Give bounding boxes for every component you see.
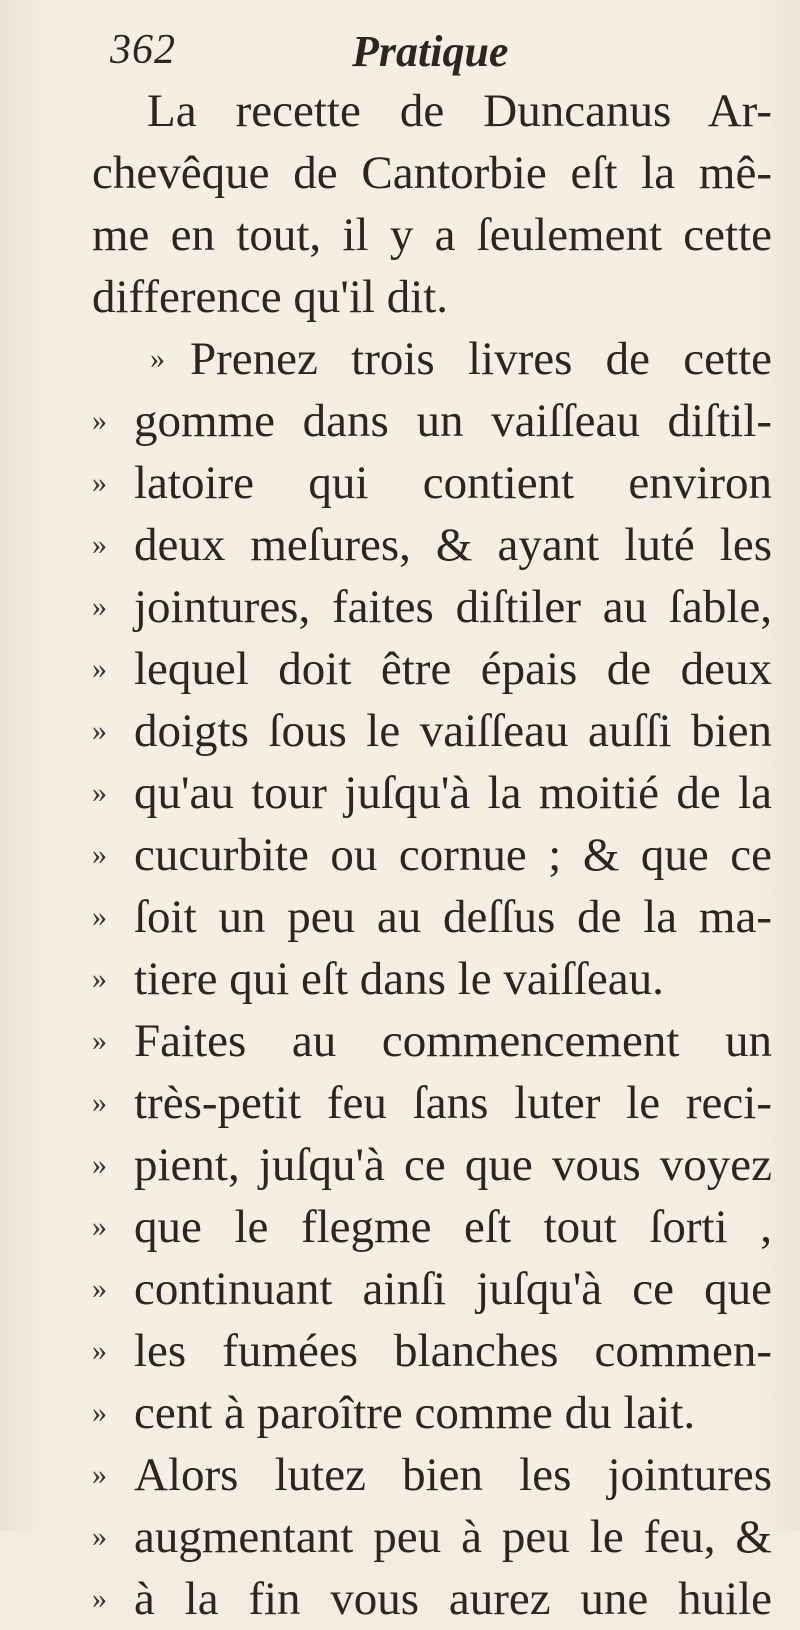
page-number: 362 <box>110 27 176 73</box>
quote-mark: » <box>92 776 107 809</box>
text-line: » à la fin vous aurez une huile <box>92 1568 772 1630</box>
text-line: La recette de Duncanus Ar- <box>147 85 772 137</box>
quote-mark: » <box>92 714 107 747</box>
text-line: » tiere qui eſt dans le vaiſſeau. <box>92 948 772 1010</box>
quote-mark: » <box>92 1582 107 1615</box>
text-line: » Prenez trois livres de cette <box>92 328 772 390</box>
quote-mark: » <box>92 466 107 499</box>
text-line: » pient, juſqu'à ce que vous voyez <box>92 1134 772 1196</box>
quote-mark: » <box>150 342 165 375</box>
text-line: » deux meſures, & ayant luté les <box>92 514 772 576</box>
text-line: me en tout, il y a ſeulement cette <box>92 209 772 261</box>
quote-mark: » <box>92 1272 107 1305</box>
text-line: » Alors lutez bien les jointures <box>92 1444 772 1506</box>
quote-mark: » <box>92 1334 107 1367</box>
running-head <box>110 26 710 86</box>
quote-mark: » <box>92 1210 107 1243</box>
quote-mark: » <box>92 962 107 995</box>
quote-mark: » <box>92 528 107 561</box>
text-line: » doigts ſous le vaiſſeau auſſi bien <box>92 700 772 762</box>
text-line: difference qu'il dit. <box>92 271 449 323</box>
text-line: » lequel doit être épais de deux <box>92 638 772 700</box>
quote-mark: » <box>92 1396 107 1429</box>
text-line: » Faites au commencement un <box>92 1010 772 1072</box>
text-line: » continuant ainſi juſqu'à ce que <box>92 1258 772 1320</box>
text-line: » qu'au tour juſqu'à la moitié de la <box>92 762 772 824</box>
running-title: Pratique <box>352 27 509 76</box>
quote-mark: » <box>92 900 107 933</box>
text-line: » cucurbite ou cornue ; & que ce <box>92 824 772 886</box>
body-text <box>92 80 772 1630</box>
text-line: » gomme dans un vaiſſeau diſtil- <box>92 390 772 452</box>
text-line: » très-petit feu ſans luter le reci- <box>92 1072 772 1134</box>
quote-mark: » <box>92 1148 107 1181</box>
quote-mark: » <box>92 838 107 871</box>
quote-mark: » <box>92 1024 107 1057</box>
text-line: » les fumées blanches commen- <box>92 1320 772 1382</box>
quote-mark: » <box>92 1086 107 1119</box>
quote-mark: » <box>92 590 107 623</box>
quote-mark: » <box>92 404 107 437</box>
text-line: » latoire qui contient environ <box>92 452 772 514</box>
quote-mark: » <box>92 1520 107 1553</box>
quote-mark: » <box>92 1458 107 1491</box>
quote-mark: » <box>92 652 107 685</box>
text-line: » que le flegme eſt tout ſorti , <box>92 1196 772 1258</box>
text-line: » augmentant peu à peu le feu, & <box>92 1506 772 1568</box>
text-line: » cent à paroître comme du lait. <box>92 1382 772 1444</box>
text-line: » jointures, faites diſtiler au ſable, <box>92 576 772 638</box>
text-line: chevêque de Cantorbie eſt la mê- <box>92 147 772 199</box>
text-line: » ſoit un peu au deſſus de la ma- <box>92 886 772 948</box>
